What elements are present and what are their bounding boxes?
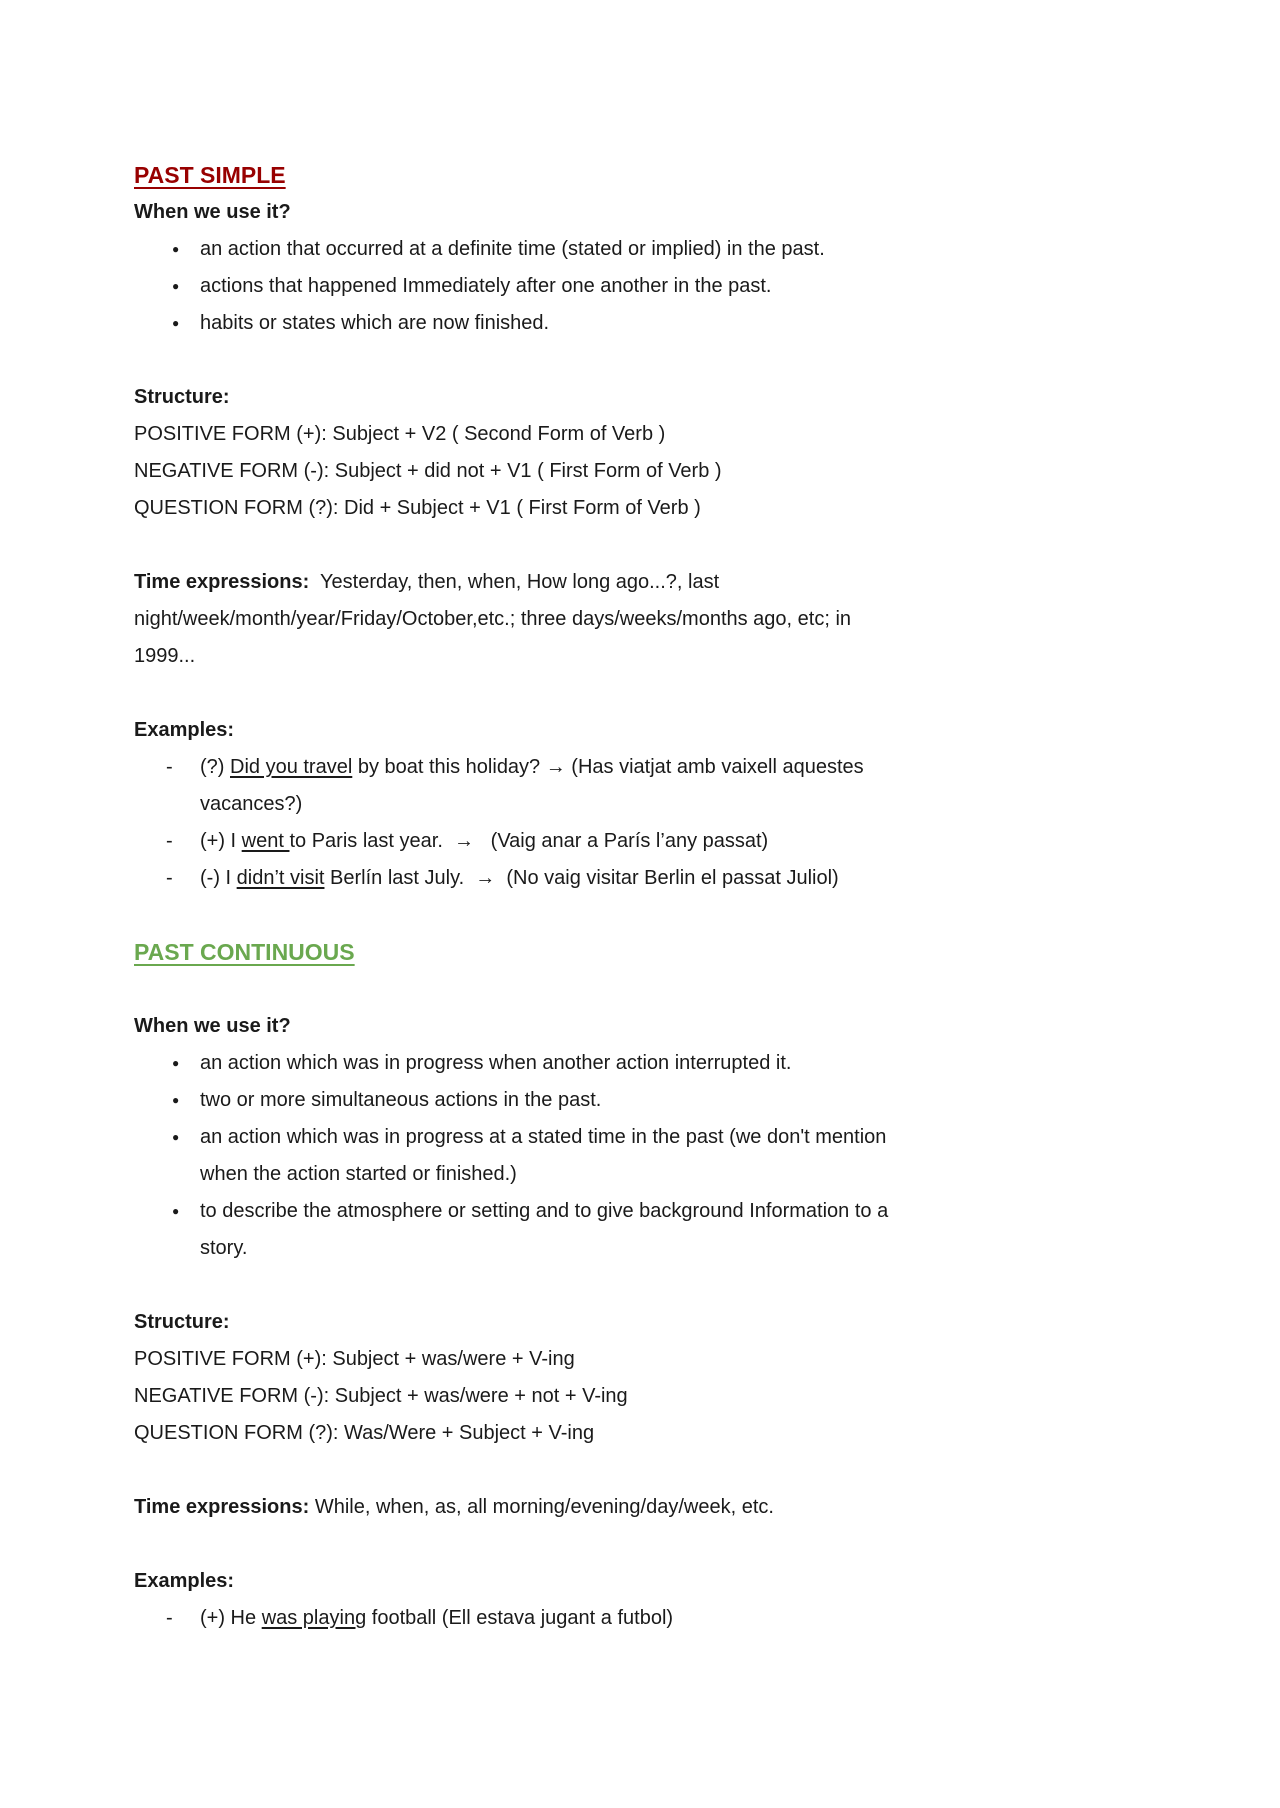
blank-line (134, 1267, 1146, 1304)
blank-line (134, 897, 1146, 934)
usage-bullet-text-continued: when the action started or finished.) (200, 1163, 517, 1185)
time-expressions-label: Time expressions: (134, 571, 310, 593)
underlined-phrase: was playing (261, 1607, 367, 1629)
example-suffix: football (Ell estava jugant a futbol) (366, 1607, 674, 1629)
example-text (200, 1600, 1146, 1637)
heading-past-simple: PAST SIMPLE (134, 162, 286, 188)
usage-bullet-item (134, 305, 1146, 342)
example-suffix: by boat this holiday? → (Has viatjat amb vaixell aquestes (352, 756, 864, 778)
example-prefix: (+) I (200, 830, 242, 852)
underlined-phrase: went (241, 830, 290, 852)
time-expressions-line-2: night/week/month/year/Friday/October,etc.; three days/weeks/months ago, etc; in (134, 608, 852, 630)
heading-past-continuous: PAST CONTINUOUS (134, 939, 355, 965)
usage-bullet-item (134, 231, 1146, 268)
time-expressions-label: Time expressions: (134, 1496, 310, 1518)
time-expressions-line-3: 1999... (134, 645, 196, 667)
example-text (200, 860, 1146, 897)
structure-question-form: QUESTION FORM (?): Did + Subject + V1 ( First Form of Verb ) (134, 497, 701, 519)
example-text-continued: vacances?) (200, 793, 303, 815)
usage-bullet-text: ● an action which was in progress when another action interrupted it. (200, 1052, 792, 1074)
usage-bullet-text: ● an action which was in progress at a stated time in the past (we don't mention (200, 1126, 887, 1148)
examples-heading: Examples: (134, 1570, 235, 1592)
blank-line (134, 1526, 1146, 1563)
example-suffix: Berlín last July. → (No vaig visitar Berlin el passat Juliol) (324, 867, 839, 889)
usage-bullet-text: ● habits or states which are now finished. (200, 312, 550, 334)
example-item (134, 1600, 1146, 1637)
structure-positive-form: POSITIVE FORM (+): Subject + was/were + V-ing (134, 1348, 575, 1370)
structure-heading: Structure: (134, 1311, 230, 1333)
when-we-use-it-heading: When we use it? (134, 1015, 291, 1037)
example-prefix: (+) He (200, 1607, 262, 1629)
structure-negative-form: NEGATIVE FORM (-): Subject + was/were + not + V-ing (134, 1385, 628, 1407)
example-prefix: (?) (200, 756, 230, 778)
time-expressions-text: Yesterday, then, when, How long ago...?, last (309, 571, 720, 593)
structure-heading: Structure: (134, 386, 230, 408)
usage-bullet-text-continued: story. (200, 1237, 248, 1259)
example-suffix: to Paris last year. → (Vaig anar a París l’any passat) (289, 830, 769, 852)
section-past-continuous (134, 934, 1146, 1637)
structure-negative-form: NEGATIVE FORM (-): Subject + did not + V1 ( First Form of Verb ) (134, 460, 722, 482)
section-past-simple (134, 157, 1146, 897)
example-item (134, 823, 1146, 860)
blank-line (134, 342, 1146, 379)
example-item (134, 749, 1146, 823)
usage-bullet-item (134, 1045, 1146, 1082)
time-expressions-text: While, when, as, all morning/evening/day/week, etc. (309, 1496, 774, 1518)
usage-bullet-text: ● to describe the atmosphere or setting and to give background Information to a (200, 1200, 889, 1222)
blank-line (134, 971, 1146, 1008)
usage-bullet-item (134, 1082, 1146, 1119)
time-expressions-line (134, 1489, 1146, 1526)
structure-question-form: QUESTION FORM (?): Was/Were + Subject + V-ing (134, 1422, 595, 1444)
underlined-phrase: Did you travel (230, 756, 353, 778)
blank-line (134, 1452, 1146, 1489)
example-text (200, 749, 1146, 786)
usage-bullet-text: ● actions that happened Immediately after one another in the past. (200, 275, 772, 297)
usage-bullet-item (134, 1193, 1146, 1267)
example-prefix: (-) I (200, 867, 237, 889)
blank-line (134, 675, 1146, 712)
usage-bullet-item (134, 1119, 1146, 1193)
when-we-use-it-heading: When we use it? (134, 201, 291, 223)
example-item (134, 860, 1146, 897)
examples-heading: Examples: (134, 719, 235, 741)
time-expressions-line-1 (134, 564, 1146, 601)
example-text (200, 823, 1146, 860)
usage-bullet-item (134, 268, 1146, 305)
usage-bullet-text: ● an action that occurred at a definite time (stated or implied) in the past. (200, 238, 825, 260)
structure-positive-form: POSITIVE FORM (+): Subject + V2 ( Second Form of Verb ) (134, 423, 666, 445)
blank-line (134, 527, 1146, 564)
underlined-phrase: didn’t visit (236, 867, 325, 889)
usage-bullet-text: ● two or more simultaneous actions in the past. (200, 1089, 602, 1111)
